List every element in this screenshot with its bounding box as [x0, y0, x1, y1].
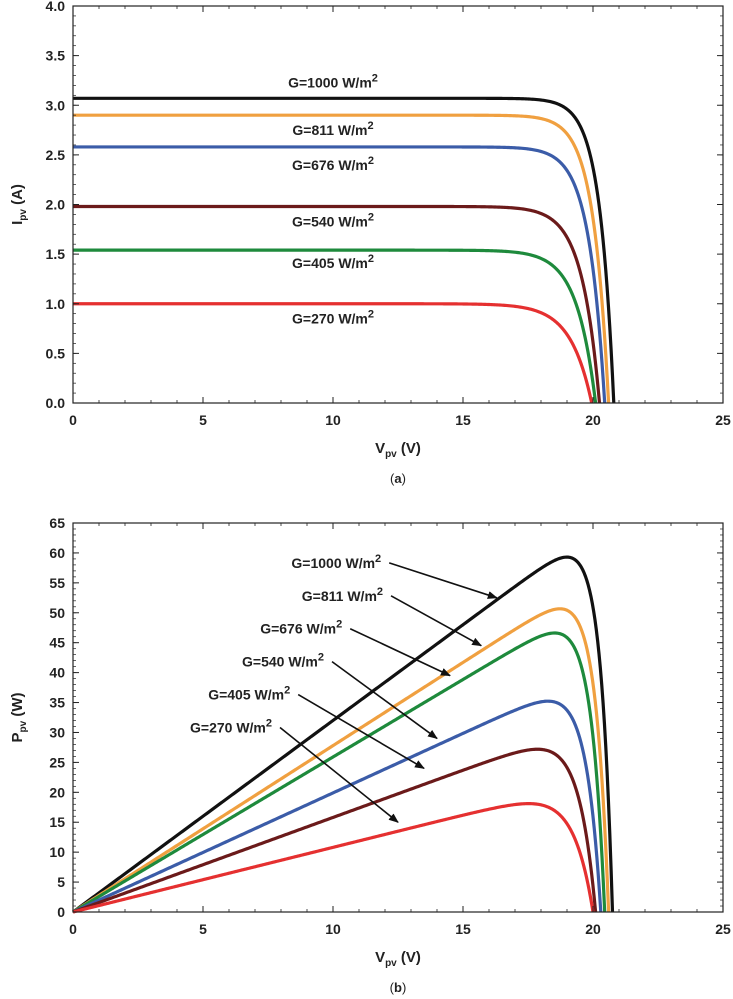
y-tick-label: 25 [49, 754, 65, 771]
x-tick-label: 15 [455, 921, 471, 937]
series-annotation: G=540 $W/m^2$ [292, 211, 374, 230]
x-tick-label: 15 [455, 412, 471, 428]
series-annotation: G=1000 $W/m^2$ [288, 72, 378, 91]
y-tick-label: 60 [49, 544, 65, 561]
x-tick-label: 0 [69, 412, 77, 428]
chart-a-plot-area [73, 98, 614, 403]
y-tick-label: 10 [49, 844, 65, 861]
chart-a-panel-label: (a) [390, 471, 406, 486]
series-annotation: G=811 $W/m^2$ [301, 585, 384, 604]
series-annotation: G=811 $W/m^2$ [292, 120, 374, 139]
series-annotation: G=405 $W/m^2$ [292, 253, 374, 272]
y-tick-label: 40 [49, 664, 65, 681]
y-tick-label: 45 [49, 634, 65, 651]
x-tick-label: 25 [715, 921, 731, 937]
x-tick-label: 5 [199, 412, 207, 428]
x-tick-label: 25 [715, 412, 731, 428]
chart-b-panel-label: (b) [389, 980, 407, 995]
series-annotation: G=540 $W/m^2$ [242, 651, 324, 670]
chart-a [9, 0, 731, 486]
series-annotation: G=1000 $W/m^2$ [291, 552, 382, 571]
y-tick-label: 1.5 [45, 246, 65, 263]
series-line [73, 633, 605, 912]
chart-b-ticks [49, 515, 731, 937]
y-tick-label: 2.0 [45, 196, 65, 213]
y-tick-label: 5 [57, 874, 65, 891]
x-tick-label: 5 [199, 921, 207, 937]
y-tick-label: 55 [49, 574, 65, 591]
series-line [73, 749, 596, 912]
series-line [73, 804, 593, 912]
series-line [73, 701, 601, 912]
y-tick-label: 35 [49, 694, 65, 711]
chart-a-frame [73, 6, 723, 403]
y-tick-label: 3.5 [45, 47, 65, 64]
y-tick-label: 30 [49, 724, 65, 741]
y-tick-label: 15 [49, 814, 65, 831]
x-tick-label: 0 [69, 921, 77, 937]
series-line [73, 147, 605, 403]
annotation-arrow [350, 629, 450, 676]
series-line [73, 609, 609, 912]
x-tick-label: 10 [325, 921, 341, 937]
chart-a-x-axis-title: $V_{pv}$ (V) [375, 440, 421, 460]
chart-b-y-axis-title: $P_{pv}$ (W) [9, 692, 29, 743]
y-tick-label: 1.0 [45, 295, 65, 312]
y-tick-label: 0.0 [45, 395, 65, 411]
chart-a-ticks [46, 0, 731, 428]
chart-b-plot-area [73, 557, 613, 912]
y-tick-label: 0 [57, 904, 65, 920]
x-tick-label: 20 [585, 921, 601, 937]
y-tick-label: 2.5 [45, 146, 65, 163]
series-annotation: G=270 $W/m^2$ [292, 308, 374, 327]
series-annotation: G=676 $W/m^2$ [260, 618, 343, 637]
series-annotation: G=405 $W/m^2$ [208, 684, 291, 703]
series-annotation: G=270 $W/m^2$ [190, 717, 272, 736]
annotation-arrow [389, 563, 497, 598]
chart-a-annotations [288, 72, 378, 326]
series-annotation: G=676 $W/m^2$ [292, 154, 374, 173]
x-tick-label: 10 [325, 412, 341, 428]
x-tick-label: 20 [585, 412, 601, 428]
y-tick-label: 3.0 [45, 97, 65, 114]
y-tick-label: 50 [49, 604, 65, 621]
chart-b-x-axis-title: $V_{pv}$ (V) [375, 949, 421, 969]
y-tick-label: 4.0 [45, 0, 65, 14]
y-tick-label: 0.5 [45, 345, 65, 362]
chart-a-y-axis-title: $I_{pv}$ (A) [9, 184, 29, 225]
y-tick-label: 65 [49, 515, 65, 531]
chart-b [9, 515, 731, 995]
y-tick-label: 20 [49, 784, 65, 801]
